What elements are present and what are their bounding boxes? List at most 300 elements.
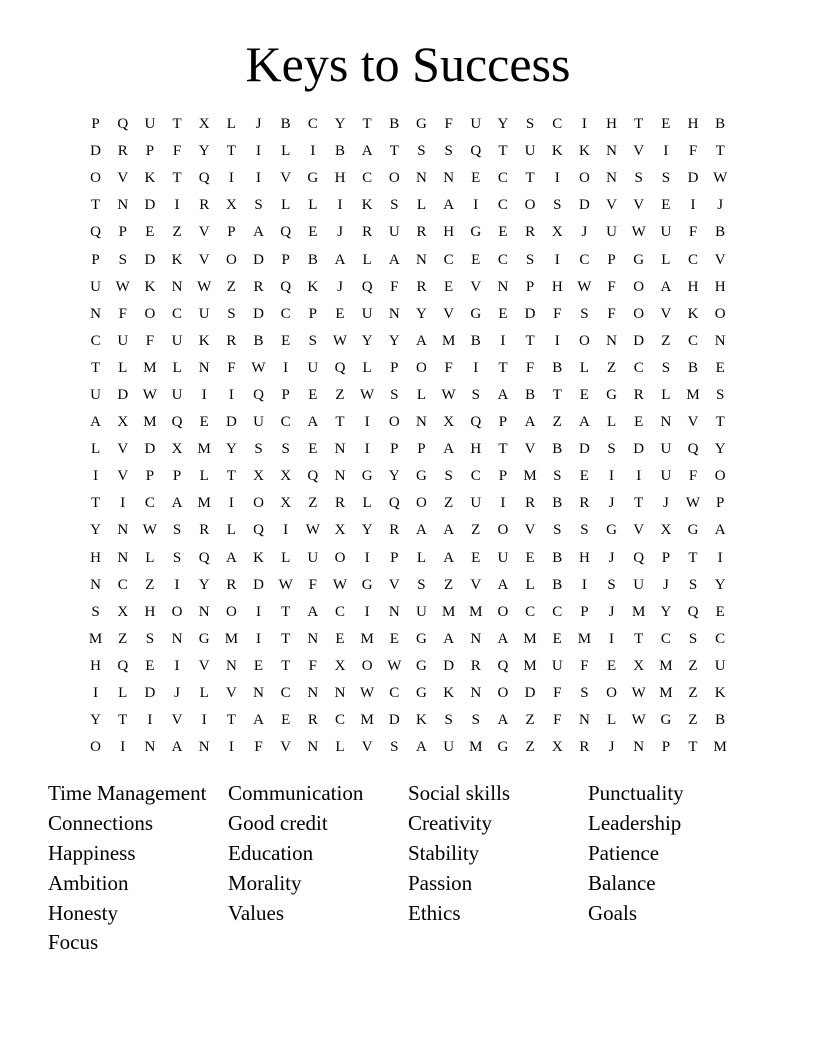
grid-letter: F bbox=[553, 712, 562, 729]
grid-letter: X bbox=[660, 522, 672, 539]
grid-letter: G bbox=[361, 468, 373, 485]
grid-letter: Y bbox=[416, 305, 427, 322]
grid-letter: M bbox=[441, 603, 456, 620]
grid-letter: B bbox=[688, 359, 699, 376]
grid-letter: X bbox=[225, 197, 237, 214]
grid-letter: I bbox=[228, 495, 234, 512]
grid-letter: L bbox=[606, 712, 617, 729]
grid-letter: T bbox=[90, 359, 101, 376]
grid-letter: N bbox=[470, 685, 482, 702]
grid-letter: T bbox=[715, 414, 725, 431]
grid-letter: S bbox=[580, 522, 589, 539]
grid-letter: B bbox=[389, 116, 400, 133]
grid-letter: L bbox=[226, 522, 236, 539]
grid-letter: N bbox=[90, 576, 101, 593]
grid-letter: P bbox=[390, 441, 399, 458]
word-list-item: Communication bbox=[228, 781, 364, 806]
grid-letter: X bbox=[443, 414, 455, 431]
grid-letter: T bbox=[335, 414, 345, 431]
grid-letter: M bbox=[197, 441, 211, 458]
grid-letter: E bbox=[498, 224, 508, 241]
grid-letter: O bbox=[714, 468, 726, 485]
grid-letter: L bbox=[362, 359, 372, 376]
grid-letter: O bbox=[253, 495, 264, 512]
grid-letter: X bbox=[253, 468, 264, 485]
grid-letter: K bbox=[687, 305, 699, 322]
grid-letter: O bbox=[388, 170, 400, 187]
grid-letter: I bbox=[256, 603, 262, 620]
word-list-row bbox=[48, 868, 768, 898]
grid-letter: A bbox=[171, 495, 183, 512]
grid-letter: S bbox=[145, 630, 155, 647]
grid-letter: S bbox=[390, 739, 399, 756]
word-list-item: Happiness bbox=[48, 840, 136, 865]
grid-letter: L bbox=[118, 359, 128, 376]
grid-letter: R bbox=[362, 224, 373, 241]
grid-letter: M bbox=[686, 386, 700, 403]
grid-letter: E bbox=[715, 359, 725, 376]
grid-letter: C bbox=[117, 576, 128, 593]
grid-letter: U bbox=[388, 224, 400, 241]
grid-letter: S bbox=[553, 522, 562, 539]
grid-letter: L bbox=[416, 386, 427, 403]
grid-letter: Y bbox=[660, 603, 672, 620]
grid-letter: J bbox=[255, 116, 262, 133]
grid-letter: Z bbox=[471, 522, 481, 539]
grid-letter: S bbox=[308, 332, 317, 349]
grid-letter: N bbox=[497, 278, 509, 295]
grid-letter: D bbox=[225, 414, 237, 431]
grid-letter: T bbox=[281, 603, 291, 620]
grid-letter: U bbox=[144, 116, 156, 133]
grid-letter: C bbox=[633, 359, 644, 376]
grid-letter: G bbox=[633, 251, 645, 268]
grid-letter: N bbox=[253, 685, 264, 702]
grid-letter: G bbox=[687, 522, 699, 539]
grid-letter: W bbox=[142, 386, 157, 403]
grid-letter: G bbox=[660, 712, 672, 729]
grid-letter: A bbox=[307, 603, 319, 620]
grid-letter: N bbox=[388, 603, 400, 620]
grid-letter: A bbox=[90, 414, 101, 431]
grid-letter: A bbox=[714, 522, 726, 539]
grid-letter: I bbox=[228, 170, 234, 187]
grid-letter: J bbox=[608, 549, 615, 566]
grid-row bbox=[82, 490, 734, 517]
grid-letter: N bbox=[416, 414, 427, 431]
grid-letter: I bbox=[283, 522, 289, 539]
grid-letter: C bbox=[389, 685, 400, 702]
grid-letter: D bbox=[443, 657, 455, 674]
grid-letter: W bbox=[685, 495, 701, 512]
grid-letter: O bbox=[416, 359, 427, 376]
grid-letter: P bbox=[145, 468, 155, 485]
grid-letter: Z bbox=[226, 278, 236, 295]
grid-letter: U bbox=[660, 468, 672, 485]
grid-letter: V bbox=[524, 522, 536, 539]
grid-letter: C bbox=[660, 630, 671, 647]
grid-letter: B bbox=[525, 386, 536, 403]
grid-letter: A bbox=[497, 712, 509, 729]
grid-letter: L bbox=[661, 386, 671, 403]
grid-letter: B bbox=[552, 549, 563, 566]
grid-letter: N bbox=[443, 170, 455, 187]
grid-letter: O bbox=[714, 305, 726, 322]
grid-letter: O bbox=[606, 685, 617, 702]
grid-letter: P bbox=[227, 224, 236, 241]
grid-letter: P bbox=[91, 251, 100, 268]
grid-letter: R bbox=[226, 576, 237, 593]
grid-letter: A bbox=[361, 143, 373, 160]
grid-letter: C bbox=[334, 712, 345, 729]
grid-letter: J bbox=[337, 224, 343, 241]
grid-letter: V bbox=[606, 197, 617, 214]
grid-letter: H bbox=[90, 549, 101, 566]
grid-letter: S bbox=[580, 685, 589, 702]
word-list-item: Focus bbox=[48, 930, 99, 955]
grid-letter: S bbox=[417, 576, 426, 593]
grid-letter: A bbox=[334, 251, 346, 268]
word-list-item: Punctuality bbox=[588, 781, 684, 806]
grid-letter: H bbox=[687, 116, 699, 133]
grid-letter: Y bbox=[388, 332, 400, 349]
grid-letter: F bbox=[553, 305, 562, 322]
page-title: Keys to Success bbox=[245, 36, 571, 92]
grid-letter: S bbox=[471, 386, 480, 403]
grid-row bbox=[82, 545, 734, 572]
grid-letter: X bbox=[280, 468, 292, 485]
word-list-item: Passion bbox=[408, 870, 473, 895]
grid-letter: S bbox=[471, 712, 480, 729]
grid-letter: A bbox=[253, 224, 264, 241]
grid-letter: A bbox=[443, 549, 455, 566]
grid-letter: I bbox=[554, 170, 560, 187]
grid-letter: S bbox=[390, 197, 399, 214]
grid-letter: P bbox=[91, 116, 100, 133]
grid-letter: A bbox=[171, 739, 183, 756]
grid-letter: N bbox=[606, 332, 617, 349]
grid-letter: W bbox=[115, 278, 130, 295]
grid-letter: A bbox=[660, 278, 672, 295]
grid-letter: V bbox=[470, 278, 482, 295]
grid-letter: I bbox=[364, 603, 370, 620]
grid-letter: P bbox=[580, 603, 589, 620]
word-list-row bbox=[48, 839, 768, 869]
grid-letter: U bbox=[470, 495, 482, 512]
grid-letter: S bbox=[607, 576, 616, 593]
grid-letter: J bbox=[337, 278, 343, 295]
grid-letter: I bbox=[554, 251, 560, 268]
grid-letter: Y bbox=[90, 712, 101, 729]
grid-row bbox=[82, 301, 734, 328]
grid-letter: R bbox=[334, 495, 345, 512]
grid-letter: E bbox=[661, 197, 671, 214]
grid-letter: V bbox=[633, 143, 645, 160]
grid-letter: X bbox=[171, 441, 183, 458]
grid-letter: I bbox=[174, 197, 180, 214]
grid-letter: L bbox=[661, 251, 671, 268]
grid-letter: B bbox=[715, 712, 726, 729]
grid-letter: C bbox=[715, 630, 726, 647]
grid-row bbox=[82, 165, 734, 192]
grid-letter: I bbox=[256, 630, 262, 647]
grid-letter: U bbox=[606, 224, 617, 241]
word-list-row bbox=[48, 779, 768, 809]
grid-letter: I bbox=[554, 332, 560, 349]
grid-letter: Q bbox=[687, 441, 699, 458]
grid-letter: W bbox=[332, 576, 348, 593]
grid-letter: N bbox=[334, 468, 346, 485]
grid-letter: C bbox=[579, 251, 590, 268]
grid-letter: L bbox=[579, 359, 589, 376]
grid-letter: Z bbox=[552, 414, 562, 431]
grid-letter: M bbox=[360, 630, 374, 647]
grid-letter: F bbox=[607, 278, 616, 295]
grid-letter: S bbox=[444, 712, 453, 729]
grid-letter: F bbox=[607, 305, 616, 322]
grid-letter: Y bbox=[714, 441, 726, 458]
grid-letter: G bbox=[198, 630, 210, 647]
grid-letter: G bbox=[497, 739, 509, 756]
grid-letter: E bbox=[335, 305, 345, 322]
grid-letter: I bbox=[690, 197, 696, 214]
grid-letter: T bbox=[498, 441, 508, 458]
grid-letter: S bbox=[254, 197, 263, 214]
grid-letter: M bbox=[523, 468, 537, 485]
grid-letter: E bbox=[389, 630, 399, 647]
grid-row bbox=[82, 219, 734, 246]
grid-letter: M bbox=[659, 657, 673, 674]
grid-letter: Q bbox=[470, 143, 482, 160]
grid-letter: G bbox=[606, 386, 617, 403]
grid-letter: J bbox=[662, 495, 669, 512]
grid-letter: Q bbox=[334, 359, 346, 376]
word-list-item: Goals bbox=[588, 900, 637, 925]
grid-letter: N bbox=[144, 739, 156, 756]
grid-letter: L bbox=[226, 116, 236, 133]
grid-row bbox=[82, 517, 734, 544]
grid-letter: M bbox=[224, 630, 239, 647]
grid-letter: K bbox=[307, 278, 319, 295]
grid-letter: Z bbox=[444, 495, 454, 512]
grid-letter: Z bbox=[525, 739, 535, 756]
grid-row bbox=[82, 734, 734, 761]
word-list-item: Honesty bbox=[48, 900, 118, 925]
grid-letter: M bbox=[143, 359, 157, 376]
grid-letter: N bbox=[117, 549, 129, 566]
grid-letter: Y bbox=[334, 116, 346, 133]
grid-letter: Y bbox=[388, 468, 400, 485]
grid-letter: V bbox=[388, 576, 400, 593]
grid-letter: B bbox=[552, 495, 563, 512]
grid-letter: I bbox=[228, 739, 234, 756]
grid-letter: S bbox=[525, 251, 535, 268]
word-list-item: Stability bbox=[408, 840, 480, 865]
grid-letter: W bbox=[142, 522, 157, 539]
grid-letter: N bbox=[334, 685, 346, 702]
grid-letter: L bbox=[199, 685, 209, 702]
grid-letter: P bbox=[118, 224, 127, 241]
grid-letter: E bbox=[634, 414, 644, 431]
grid-letter: Q bbox=[687, 603, 699, 620]
grid-letter: D bbox=[687, 170, 699, 187]
grid-letter: J bbox=[581, 224, 588, 241]
word-list-item: Values bbox=[228, 900, 284, 925]
grid-letter: I bbox=[473, 197, 479, 214]
grid-letter: T bbox=[688, 739, 698, 756]
grid-letter: L bbox=[308, 197, 318, 214]
grid-letter: K bbox=[714, 685, 726, 702]
grid-letter: V bbox=[225, 685, 237, 702]
grid-letter: W bbox=[387, 657, 402, 674]
grid-letter: I bbox=[717, 549, 723, 566]
grid-letter: E bbox=[308, 386, 318, 403]
grid-row bbox=[82, 138, 734, 165]
grid-letter: N bbox=[198, 603, 210, 620]
grid-letter: V bbox=[687, 414, 699, 431]
grid-letter: D bbox=[144, 251, 156, 268]
word-list-item: Creativity bbox=[408, 811, 492, 836]
grid-letter: K bbox=[144, 170, 156, 187]
grid-letter: Z bbox=[688, 685, 698, 702]
grid-letter: U bbox=[198, 305, 210, 322]
grid-letter: X bbox=[551, 739, 563, 756]
grid-letter: E bbox=[335, 630, 345, 647]
grid-letter: W bbox=[631, 712, 646, 729]
grid-letter: A bbox=[524, 414, 536, 431]
grid-letter: V bbox=[280, 170, 292, 187]
grid-letter: S bbox=[172, 549, 182, 566]
grid-letter: J bbox=[174, 685, 180, 702]
grid-letter: X bbox=[633, 657, 645, 674]
grid-letter: D bbox=[144, 685, 156, 702]
grid-letter: M bbox=[143, 414, 157, 431]
grid-letter: E bbox=[253, 657, 264, 674]
grid-letter: Z bbox=[172, 224, 182, 241]
grid-letter: T bbox=[281, 630, 291, 647]
grid-letter: K bbox=[578, 143, 590, 160]
word-list-item: Patience bbox=[588, 840, 660, 865]
grid-letter: L bbox=[90, 441, 101, 458]
grid-letter: N bbox=[633, 739, 645, 756]
grid-letter: G bbox=[416, 685, 427, 702]
grid-letter: S bbox=[417, 143, 426, 160]
grid-letter: N bbox=[388, 305, 400, 322]
grid-letter: N bbox=[578, 712, 590, 729]
grid-letter: N bbox=[470, 630, 482, 647]
grid-row bbox=[82, 463, 734, 490]
grid-letter: A bbox=[497, 576, 509, 593]
grid-letter: M bbox=[441, 332, 456, 349]
grid-letter: N bbox=[307, 630, 319, 647]
grid-letter: O bbox=[171, 603, 183, 620]
grid-letter: A bbox=[443, 197, 455, 214]
grid-letter: E bbox=[579, 468, 589, 485]
grid-letter: D bbox=[578, 197, 590, 214]
grid-letter: H bbox=[443, 224, 455, 241]
grid-letter: P bbox=[661, 549, 671, 566]
grid-letter: Y bbox=[361, 522, 373, 539]
grid-letter: F bbox=[308, 657, 317, 674]
grid-letter: A bbox=[443, 630, 455, 647]
grid-letter: I bbox=[500, 332, 506, 349]
grid-letter: F bbox=[688, 224, 698, 241]
grid-letter: A bbox=[578, 414, 590, 431]
grid-letter: I bbox=[283, 359, 289, 376]
grid-letter: N bbox=[307, 739, 319, 756]
grid-row bbox=[82, 436, 734, 463]
grid-letter: Q bbox=[280, 224, 292, 241]
grid-letter: P bbox=[716, 495, 725, 512]
grid-row bbox=[82, 409, 734, 436]
grid-letter: N bbox=[117, 197, 129, 214]
grid-letter: O bbox=[144, 305, 156, 322]
grid-letter: W bbox=[713, 170, 728, 187]
grid-letter: C bbox=[552, 603, 563, 620]
grid-row bbox=[82, 274, 734, 301]
grid-letter: K bbox=[416, 712, 427, 729]
grid-letter: P bbox=[172, 468, 182, 485]
grid-letter: C bbox=[90, 332, 101, 349]
grid-letter: X bbox=[117, 414, 129, 431]
grid-letter: E bbox=[444, 278, 454, 295]
grid-letter: G bbox=[416, 630, 427, 647]
grid-letter: G bbox=[361, 576, 373, 593]
grid-letter: I bbox=[174, 576, 180, 593]
grid-letter: T bbox=[281, 657, 291, 674]
grid-letter: T bbox=[688, 549, 698, 566]
grid-letter: R bbox=[579, 495, 590, 512]
grid-letter: D bbox=[144, 441, 156, 458]
grid-letter: D bbox=[253, 251, 264, 268]
word-list-item: Education bbox=[228, 840, 314, 865]
grid-letter: E bbox=[661, 116, 671, 133]
grid-letter: S bbox=[716, 386, 725, 403]
grid-letter: I bbox=[93, 685, 99, 702]
grid-letter: C bbox=[470, 468, 481, 485]
grid-letter: A bbox=[416, 739, 427, 756]
grid-letter: D bbox=[253, 576, 264, 593]
grid-letter: M bbox=[523, 657, 537, 674]
grid-letter: G bbox=[470, 224, 482, 241]
grid-letter: O bbox=[578, 332, 590, 349]
grid-letter: V bbox=[117, 170, 129, 187]
grid-letter: N bbox=[606, 143, 617, 160]
grid-row bbox=[82, 382, 734, 409]
grid-letter: P bbox=[281, 386, 290, 403]
grid-letter: L bbox=[145, 549, 155, 566]
grid-letter: E bbox=[281, 332, 291, 349]
grid-letter: V bbox=[198, 224, 210, 241]
grid-letter: T bbox=[525, 170, 535, 187]
grid-letter: O bbox=[90, 739, 101, 756]
grid-letter: O bbox=[524, 197, 536, 214]
grid-letter: T bbox=[552, 386, 562, 403]
word-list-row bbox=[48, 809, 768, 839]
grid-letter: Q bbox=[633, 549, 645, 566]
grid-letter: H bbox=[144, 603, 156, 620]
grid-letter: K bbox=[443, 685, 455, 702]
grid-letter: B bbox=[334, 143, 345, 160]
grid-letter: T bbox=[226, 468, 236, 485]
grid-letter: P bbox=[281, 251, 290, 268]
grid-letter: A bbox=[416, 332, 427, 349]
grid-letter: Z bbox=[444, 576, 454, 593]
grid-letter: Z bbox=[525, 712, 535, 729]
grid-letter: S bbox=[634, 170, 643, 187]
grid-letter: P bbox=[417, 441, 426, 458]
grid-letter: K bbox=[253, 549, 264, 566]
